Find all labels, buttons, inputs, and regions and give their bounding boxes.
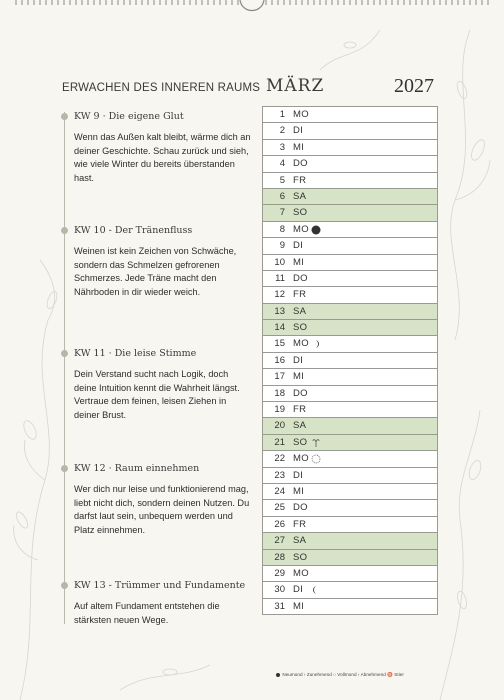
day-number: 25: [274, 502, 285, 514]
timeline-dot: [61, 113, 68, 120]
calendar-day-row: [263, 550, 437, 566]
calendar-day-row: [263, 353, 437, 369]
weekday-name: SO: [293, 207, 308, 219]
calendar-day-row: [263, 189, 437, 205]
calendar-day-row: [263, 255, 437, 271]
weekday-name: FR: [293, 518, 307, 530]
day-number: 20: [274, 420, 285, 432]
weekday-name: DI: [293, 584, 304, 596]
calendar-day-row: [263, 173, 437, 189]
calendar-day-row: [263, 304, 437, 320]
week-entry: [74, 111, 252, 185]
weekday-name: SO: [293, 322, 308, 334]
calendar-day-row: [263, 484, 437, 500]
calendar-day-row: [263, 156, 437, 172]
week-heading: KW 11 · Die leise Stimme: [74, 348, 197, 359]
calendar-day-row: [263, 599, 437, 615]
weekday-name: MO: [293, 567, 309, 579]
day-number: 21: [274, 436, 285, 448]
weekday-name: MO: [293, 338, 309, 350]
calendar-header: [262, 72, 436, 106]
calendar-day-row: [263, 222, 437, 238]
week-text: Wenn das Außen kalt bleibt, wärme dich an deiner Geschichte. Schau zurück und sieh, wie viele Winter du bereits überstanden hast.: [74, 132, 251, 183]
new-moon-icon: [276, 673, 280, 677]
calendar-day-row: [263, 140, 437, 156]
waning-moon-icon: [311, 585, 321, 595]
calendar-day-row: [263, 566, 437, 582]
waxing-moon-icon: [311, 339, 321, 349]
month-name: MÄRZ: [266, 76, 325, 96]
timeline-dot: [61, 350, 68, 357]
calendar-day-row: [263, 418, 437, 434]
calendar-day-row: [263, 533, 437, 549]
zodiac-icon: [311, 438, 321, 448]
week-text: Wer dich nur leise und funktionierend mag, liebt nicht dich, sondern deinen Nutzen. Du darfst laut sein, unbequem werden und Platz einnehmen.: [74, 484, 250, 535]
day-number: 31: [274, 600, 285, 612]
weekday-name: MO: [293, 223, 309, 235]
day-number: 7: [279, 207, 285, 219]
legend-aries: Stier: [394, 672, 404, 677]
weekday-name: SA: [293, 305, 307, 317]
week-entry: [74, 580, 252, 627]
weekday-name: MI: [293, 141, 305, 153]
weekday-name: DO: [293, 387, 308, 399]
day-number: 29: [274, 567, 285, 579]
weekday-name: DO: [293, 272, 308, 284]
new-moon-icon: [311, 225, 321, 235]
week-heading: KW 9 · Die eigene Glut: [74, 111, 184, 122]
weekday-name: MI: [293, 256, 305, 268]
day-number: 5: [279, 174, 285, 186]
day-number: 22: [274, 453, 285, 465]
weekday-name: MI: [293, 485, 305, 497]
weekday-name: FR: [293, 289, 307, 301]
day-number: 6: [279, 190, 285, 202]
weekday-name: MI: [293, 371, 305, 383]
day-number: 11: [275, 272, 285, 284]
weekday-name: FR: [293, 404, 307, 416]
calendar-day-row: [263, 435, 437, 451]
timeline-dot: [61, 227, 68, 234]
week-entry: [74, 463, 252, 537]
calendar-day-row: [263, 402, 437, 418]
calendar-day-row: [263, 582, 437, 598]
week-text: Dein Verstand sucht nach Logik, doch deine Intuition kennt die Wahrheit längst. Vertraue dem feinen, leisen Ziehen in deiner Brust.: [74, 369, 240, 420]
day-number: 9: [279, 240, 285, 252]
weekday-name: MI: [293, 600, 305, 612]
year-number: 2027: [394, 75, 434, 97]
weekday-name: SA: [293, 535, 307, 547]
full-moon-icon: [311, 454, 321, 464]
week-heading: KW 13 - Trümmer und Fundamente: [74, 580, 246, 591]
calendar-day-row: [263, 238, 437, 254]
calendar-day-row: [263, 320, 437, 336]
weekday-name: DI: [293, 125, 304, 137]
calendar-day-row: [263, 500, 437, 516]
day-number: 16: [274, 354, 285, 366]
day-number: 2: [279, 125, 285, 137]
moon-legend: Neumond › Zunehmend ○ Vollmond ‹ Abnehmend ♉ Stier: [276, 672, 404, 678]
calendar-day-row: [263, 517, 437, 533]
weekday-name: SA: [293, 420, 307, 432]
weekday-name: MO: [293, 453, 309, 465]
timeline-dot: [61, 582, 68, 589]
weekday-name: DI: [293, 469, 304, 481]
day-number: 17: [274, 371, 285, 383]
week-text: Weinen ist kein Zeichen von Schwäche, sondern das Schmelzen gefrorenen Schmerzes. Jede Träne macht den Nährboden in dir wieder weich.: [74, 246, 237, 297]
day-number: 10: [274, 256, 285, 268]
calendar-binding: [0, 0, 504, 20]
week-heading: KW 10 - Der Tränenfluss: [74, 225, 193, 236]
calendar-day-row: [263, 369, 437, 385]
weekday-name: DO: [293, 502, 308, 514]
day-number: 18: [274, 387, 285, 399]
calendar-day-row: [263, 468, 437, 484]
calendar-day-row: [263, 107, 437, 123]
calendar-day-row: [263, 271, 437, 287]
day-number: 12: [274, 289, 285, 301]
legend-waxing: Zunehmend: [306, 672, 332, 677]
legend-waning: Abnehmend: [360, 672, 386, 677]
week-entry: [74, 225, 252, 299]
day-number: 26: [274, 518, 285, 530]
weekday-name: DO: [293, 158, 308, 170]
day-number: 3: [279, 141, 285, 153]
calendar-day-row: [263, 287, 437, 303]
legend-new: Neumond: [282, 672, 303, 677]
day-number: 28: [274, 551, 285, 563]
timeline-dot: [61, 465, 68, 472]
day-number: 27: [274, 535, 285, 547]
day-number: 14: [274, 322, 285, 334]
calendar-days: [262, 106, 438, 615]
day-number: 24: [274, 485, 285, 497]
calendar-day-row: [263, 205, 437, 221]
day-number: 23: [274, 469, 285, 481]
day-number: 13: [274, 305, 285, 317]
timeline-line: [64, 112, 65, 624]
week-text: Auf altem Fundament entstehen die stärksten neuen Wege.: [74, 601, 220, 625]
weekday-name: DI: [293, 240, 304, 252]
weekday-name: MO: [293, 109, 309, 120]
weekday-name: DI: [293, 354, 304, 366]
day-number: 19: [274, 404, 285, 416]
calendar-day-row: [263, 336, 437, 352]
day-number: 30: [274, 584, 285, 596]
weekday-name: FR: [293, 174, 307, 186]
section-title: ERWACHEN DES INNEREN RAUMS: [62, 82, 261, 94]
day-number: 4: [279, 158, 285, 170]
legend-full: Vollmond: [337, 672, 357, 677]
calendar-day-row: [263, 386, 437, 402]
weekday-name: SA: [293, 190, 307, 202]
calendar-day-row: [263, 451, 437, 467]
week-heading: KW 12 · Raum einnehmen: [74, 463, 200, 474]
weekday-name: SO: [293, 436, 308, 448]
day-number: 8: [279, 223, 285, 235]
week-entry: [74, 348, 252, 422]
day-number: 15: [274, 338, 285, 350]
weekday-name: SO: [293, 551, 308, 563]
day-number: 1: [279, 109, 285, 120]
calendar-day-row: [263, 123, 437, 139]
